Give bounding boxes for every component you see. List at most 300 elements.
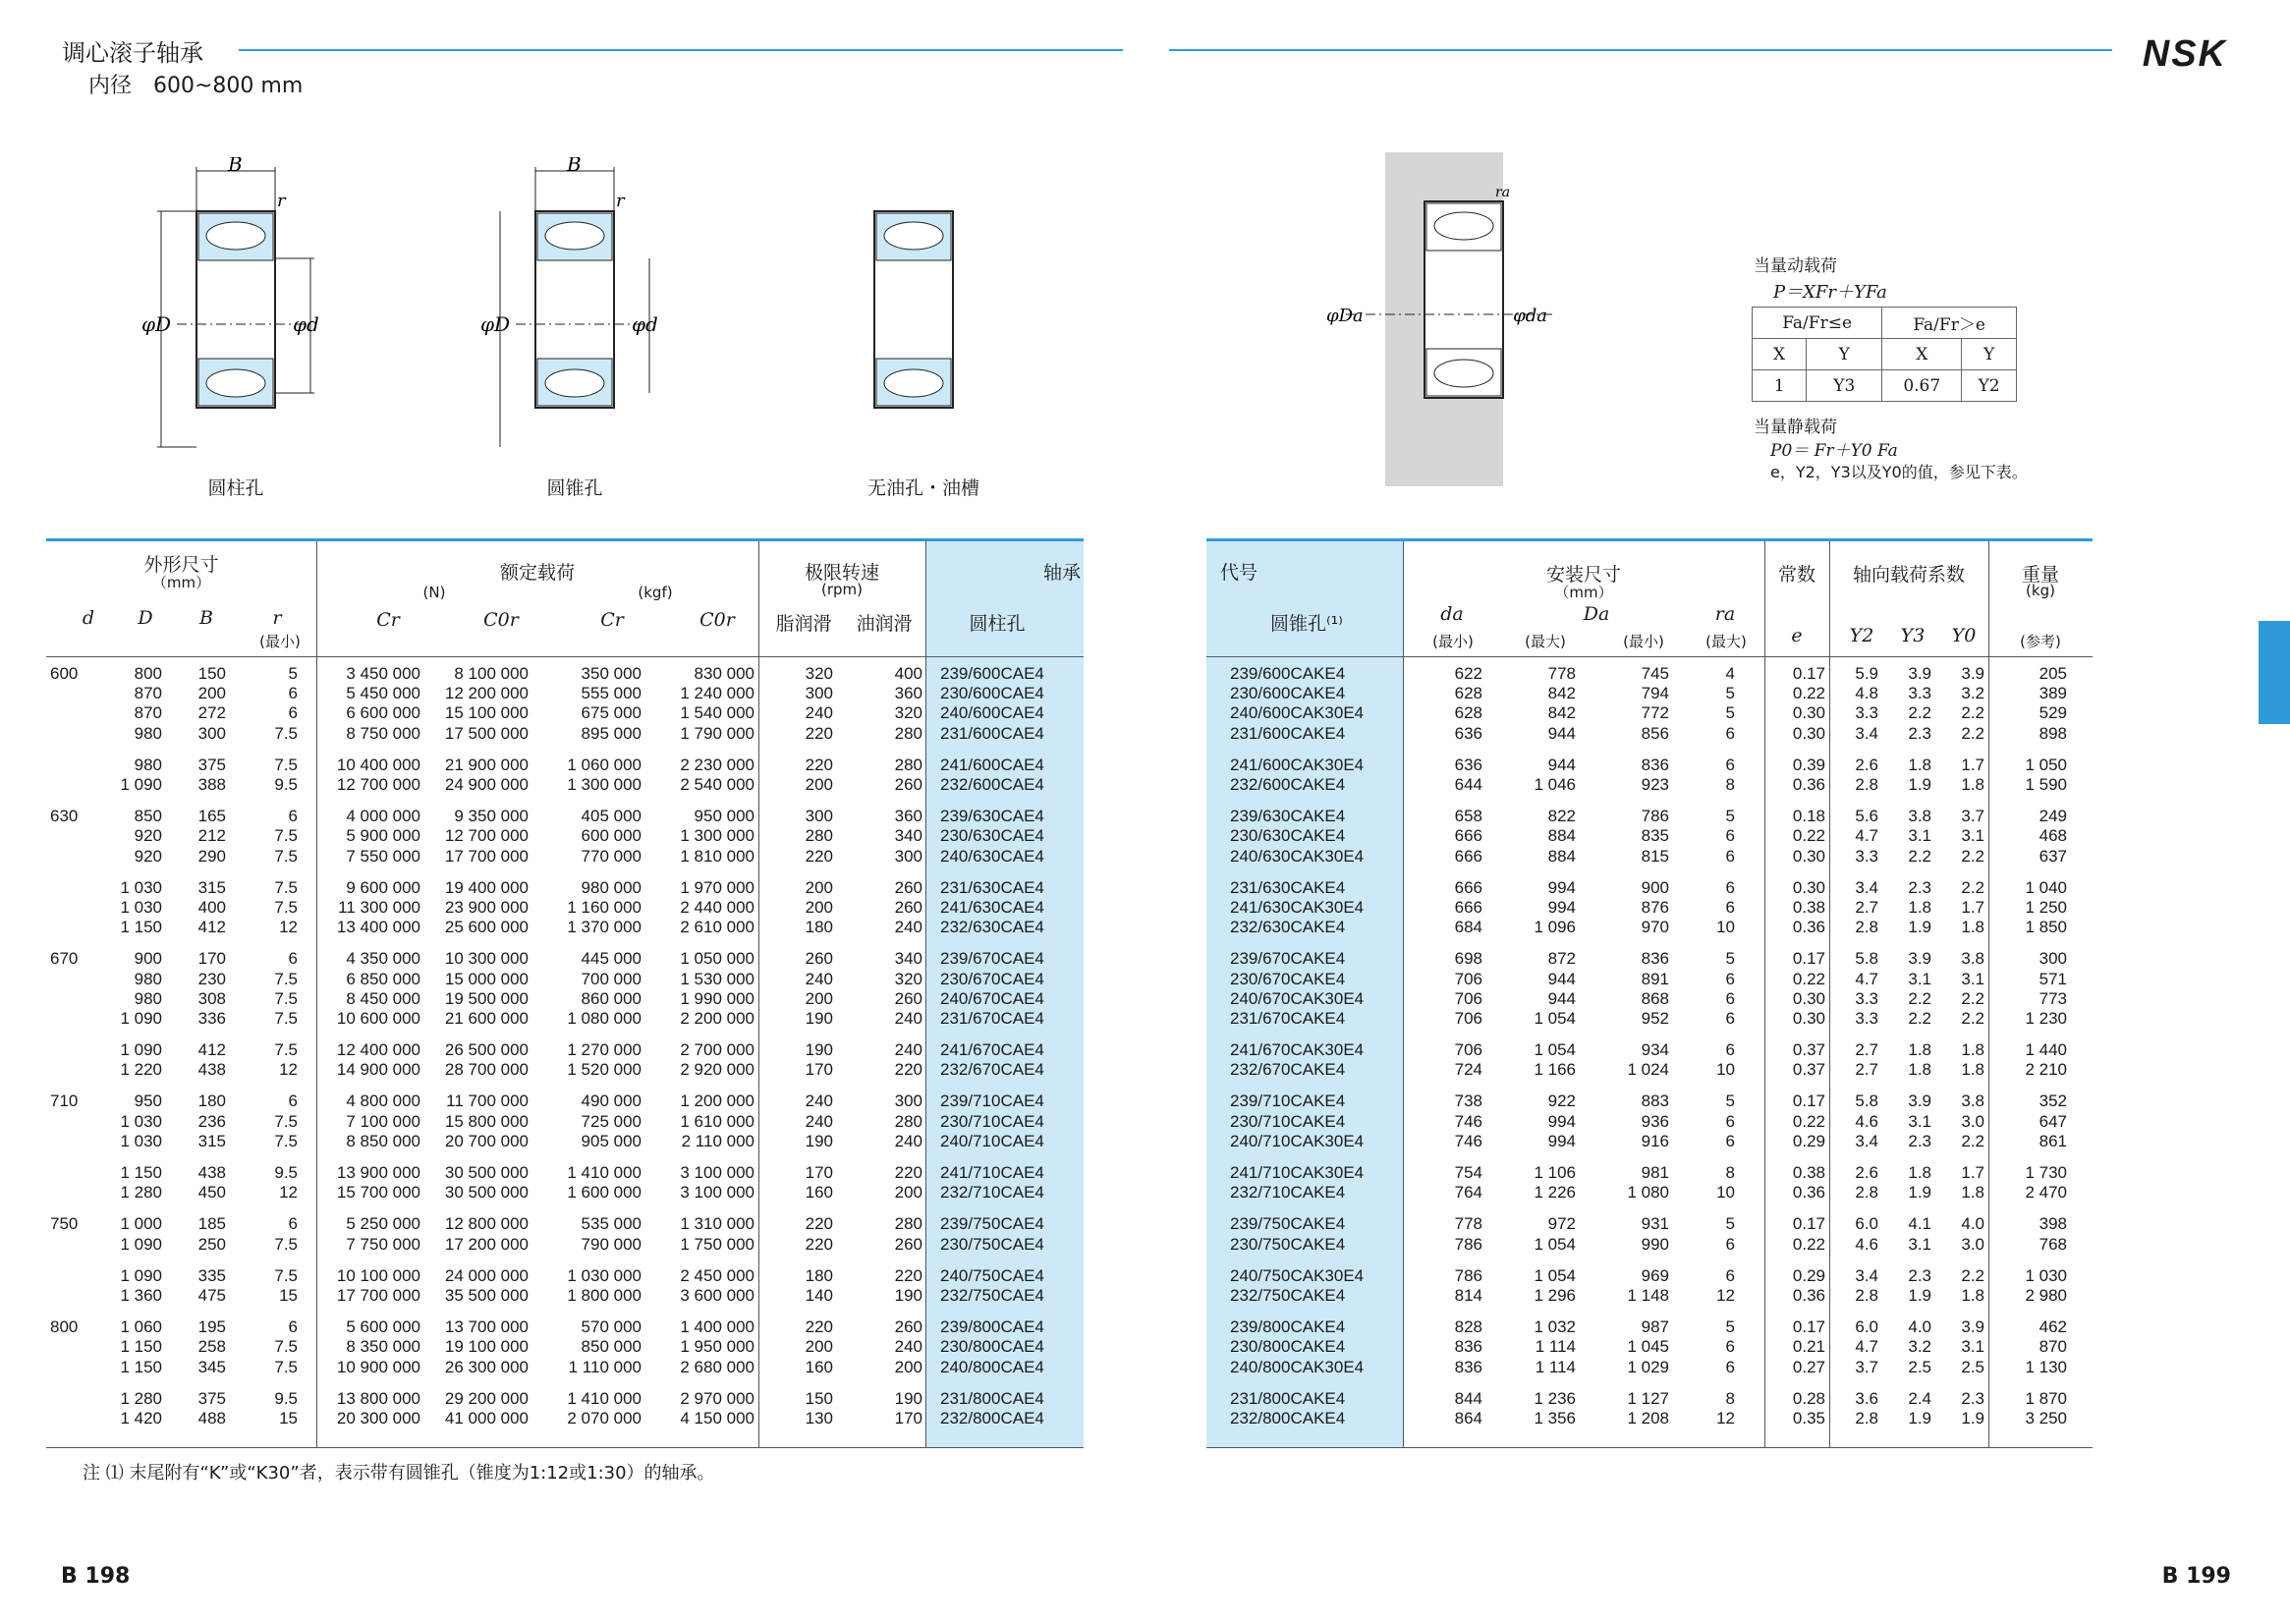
cell-ra-max: 10 bbox=[1716, 1183, 1735, 1203]
cell-Cr-kgf: 555 000 bbox=[581, 684, 642, 703]
cell-ra-max: 6 bbox=[1725, 1131, 1735, 1150]
cell-Y2: 3.4 bbox=[1855, 1265, 1878, 1285]
cell-Da-min: 786 bbox=[1641, 807, 1669, 826]
left-bottom-rule bbox=[46, 1447, 1084, 1448]
cell-grease: 260 bbox=[805, 949, 833, 969]
head-mount-unit: （mm） bbox=[1554, 584, 1613, 601]
cell-C0r-kgf: 2 440 000 bbox=[680, 897, 754, 917]
cell-Y3: 2.5 bbox=[1908, 1357, 1931, 1376]
cell-ra-max: 12 bbox=[1716, 1285, 1735, 1305]
cell-Cr: 20 300 000 bbox=[336, 1408, 420, 1428]
cell-Da-max: 1 226 bbox=[1534, 1183, 1576, 1203]
cell-Y3: 3.1 bbox=[1908, 1234, 1931, 1254]
cell-Y3: 1.8 bbox=[1908, 755, 1931, 774]
cell-Cr: 15 700 000 bbox=[336, 1183, 420, 1203]
v-X1: 1 bbox=[1753, 370, 1807, 402]
cell-ra-max: 5 bbox=[1725, 949, 1735, 969]
cell-Da-min: 772 bbox=[1641, 703, 1669, 723]
cell-D: 1 150 bbox=[120, 1163, 162, 1183]
cell-grease: 220 bbox=[805, 1317, 833, 1337]
cell-bearing-taper: 232/750CAKE4 bbox=[1230, 1285, 1346, 1305]
head-grease: 脂润滑 bbox=[775, 613, 832, 635]
cell-r: 6 bbox=[288, 1317, 298, 1337]
cell-D: 1 360 bbox=[120, 1285, 162, 1305]
cell-oil: 220 bbox=[894, 1163, 922, 1183]
dim-r: r bbox=[277, 191, 286, 211]
cell-C0r: 15 100 000 bbox=[444, 703, 529, 723]
table-row bbox=[1206, 969, 2093, 988]
cell-r: 7.5 bbox=[274, 1265, 298, 1285]
table-row bbox=[1206, 826, 2093, 846]
cell-D: 1 220 bbox=[120, 1060, 162, 1080]
cell-Da-max: 1 032 bbox=[1534, 1317, 1576, 1337]
cell-D: 1 280 bbox=[120, 1388, 162, 1408]
cell-B: 272 bbox=[197, 703, 226, 723]
right-head-rule bbox=[1206, 656, 2093, 657]
cell-weight: 1 440 bbox=[2025, 1040, 2067, 1060]
cell-ra-max: 5 bbox=[1725, 807, 1735, 826]
cell-r: 7.5 bbox=[274, 755, 298, 774]
head-Y0: Y0 bbox=[1951, 625, 1977, 646]
cell-r: 7.5 bbox=[274, 969, 298, 988]
cell-Cr-kgf: 1 520 000 bbox=[567, 1060, 642, 1080]
cell-Cr-kgf: 570 000 bbox=[581, 1317, 642, 1337]
cell-e: 0.38 bbox=[1792, 1163, 1825, 1183]
cell-C0r-kgf: 4 150 000 bbox=[680, 1408, 754, 1428]
cell-grease: 300 bbox=[805, 684, 833, 703]
cell-r: 6 bbox=[288, 807, 298, 826]
cell-Da-min: 1 208 bbox=[1627, 1408, 1669, 1428]
cell-Da-max: 884 bbox=[1547, 826, 1576, 846]
cell-grease: 320 bbox=[805, 664, 833, 684]
cell-e: 0.30 bbox=[1792, 877, 1825, 897]
cell-ra-max: 6 bbox=[1725, 1040, 1735, 1060]
cell-bearing-cyl: 230/630CAE4 bbox=[940, 826, 1044, 846]
cell-ra-max: 6 bbox=[1725, 1234, 1735, 1254]
cell-bearing-cyl: 240/710CAE4 bbox=[940, 1131, 1044, 1150]
cell-D: 1 280 bbox=[120, 1183, 162, 1203]
cell-bearing-cyl: 240/670CAE4 bbox=[940, 988, 1044, 1008]
cell-Da-max: 1 166 bbox=[1534, 1060, 1576, 1080]
cell-weight: 1 250 bbox=[2025, 897, 2067, 917]
cell-ra-max: 12 bbox=[1716, 1408, 1735, 1428]
cell-Da-max: 1 096 bbox=[1534, 918, 1576, 937]
cell-Da-max: 1 046 bbox=[1534, 775, 1576, 795]
cell-da-min: 666 bbox=[1454, 877, 1482, 897]
table-row bbox=[1206, 1357, 2093, 1376]
cell-Y0: 2.2 bbox=[1961, 703, 1984, 723]
cell-grease: 170 bbox=[805, 1163, 833, 1183]
cell-r: 7.5 bbox=[274, 846, 298, 866]
cell-B: 308 bbox=[197, 988, 226, 1008]
cell-weight: 768 bbox=[2039, 1234, 2067, 1254]
dim-D: φD bbox=[141, 312, 172, 336]
cell-Da-min: 1 148 bbox=[1627, 1285, 1669, 1305]
cell-Y2: 2.7 bbox=[1855, 1040, 1878, 1060]
cell-C0r-kgf: 2 700 000 bbox=[680, 1040, 754, 1060]
cell-da-min: 706 bbox=[1454, 969, 1482, 988]
cell-Y2: 6.0 bbox=[1855, 1317, 1878, 1337]
table-row bbox=[46, 1409, 1084, 1428]
dyn-load-title: 当量动载荷 bbox=[1754, 256, 1837, 276]
cell-C0r-kgf: 1 530 000 bbox=[680, 969, 754, 988]
cell-r: 7.5 bbox=[274, 877, 298, 897]
cell-ra-max: 6 bbox=[1725, 897, 1735, 917]
cell-Cr-kgf: 1 160 000 bbox=[567, 897, 642, 917]
cell-D: 920 bbox=[134, 826, 162, 846]
cell-Da-max: 1 054 bbox=[1534, 1008, 1576, 1028]
table-row bbox=[46, 664, 1084, 684]
cell-e: 0.22 bbox=[1792, 684, 1825, 703]
h-Y1: Y bbox=[1807, 339, 1882, 370]
cell-Y3: 2.2 bbox=[1908, 703, 1931, 723]
cell-Y2: 2.6 bbox=[1855, 755, 1878, 774]
cell-oil: 200 bbox=[894, 1183, 922, 1203]
cell-da-min: 628 bbox=[1454, 684, 1482, 703]
cell-Y2: 2.8 bbox=[1855, 918, 1878, 937]
cell-B: 375 bbox=[197, 755, 226, 774]
cell-e: 0.22 bbox=[1792, 969, 1825, 988]
cell-bearing-taper: 230/630CAKE4 bbox=[1230, 826, 1346, 846]
cell-da-min: 764 bbox=[1454, 1183, 1482, 1203]
cell-weight: 2 980 bbox=[2025, 1285, 2067, 1305]
cell-D: 1 090 bbox=[120, 1040, 162, 1060]
cell-Cr: 10 100 000 bbox=[336, 1265, 420, 1285]
cell-Cr: 13 900 000 bbox=[336, 1163, 420, 1183]
head-C0r: C0r bbox=[483, 609, 519, 631]
cell-Da-max: 944 bbox=[1547, 755, 1576, 774]
table-row bbox=[1206, 1060, 2093, 1080]
cell-da-min: 786 bbox=[1454, 1234, 1482, 1254]
cell-Y2: 4.7 bbox=[1855, 969, 1878, 988]
table-row bbox=[1206, 1009, 2093, 1029]
cell-bearing-taper: 239/600CAKE4 bbox=[1230, 664, 1346, 684]
cell-Y3: 1.8 bbox=[1908, 1163, 1931, 1183]
cell-bearing-taper: 241/630CAK30E4 bbox=[1230, 897, 1365, 917]
cell-bearing-cyl: 239/710CAE4 bbox=[940, 1092, 1044, 1111]
cell-D: 1 030 bbox=[120, 877, 162, 897]
table-row bbox=[1206, 724, 2093, 744]
cell-Cr-kgf: 1 110 000 bbox=[568, 1357, 642, 1376]
table-row bbox=[1206, 1317, 2093, 1337]
cell-r: 7.5 bbox=[274, 988, 298, 1008]
cell-C0r-kgf: 1 200 000 bbox=[680, 1092, 754, 1111]
head-Y3: Y3 bbox=[1900, 625, 1926, 646]
cell-Da-min: 836 bbox=[1641, 949, 1669, 969]
dim-B: B bbox=[228, 157, 243, 176]
cell-grease: 240 bbox=[805, 969, 833, 988]
cell-ra-max: 8 bbox=[1725, 775, 1735, 795]
cell-C0r: 17 200 000 bbox=[444, 1234, 529, 1254]
cell-Y3: 1.9 bbox=[1908, 775, 1931, 795]
cell-C0r: 41 000 000 bbox=[444, 1408, 529, 1428]
cell-Cr-kgf: 700 000 bbox=[581, 969, 642, 988]
cell-ra-max: 6 bbox=[1725, 877, 1735, 897]
cell-e: 0.37 bbox=[1792, 1060, 1825, 1080]
bore-d: 710 bbox=[50, 1092, 79, 1111]
cell-da-min: 666 bbox=[1454, 897, 1482, 917]
cell-weight: 1 870 bbox=[2025, 1388, 2067, 1408]
cell-Cr-kgf: 1 270 000 bbox=[567, 1040, 642, 1060]
cell-C0r-kgf: 1 400 000 bbox=[680, 1317, 754, 1337]
cell-e: 0.37 bbox=[1792, 1040, 1825, 1060]
cell-Y0: 2.3 bbox=[1961, 1388, 1984, 1408]
cell-Y0: 2.2 bbox=[1961, 723, 1984, 743]
head-B: B bbox=[199, 607, 213, 629]
cell-grease: 280 bbox=[805, 826, 833, 846]
figure-no-oil-hole bbox=[845, 196, 1002, 432]
cell-D: 1 150 bbox=[120, 1357, 162, 1376]
cell-bearing-taper: 230/600CAKE4 bbox=[1230, 684, 1346, 703]
cell-Cr-kgf: 905 000 bbox=[581, 1131, 642, 1150]
head-speed: 极限转速 bbox=[804, 562, 879, 584]
cell-weight: 1 030 bbox=[2025, 1265, 2067, 1285]
cell-weight: 1 050 bbox=[2025, 755, 2067, 774]
cell-B: 236 bbox=[197, 1111, 226, 1131]
head-const: 常数 bbox=[1777, 564, 1815, 586]
cell-Y0: 3.9 bbox=[1961, 664, 1984, 684]
header-rule-left bbox=[239, 49, 1123, 51]
cell-Da-min: 936 bbox=[1641, 1111, 1669, 1131]
cell-bearing-cyl: 241/670CAE4 bbox=[940, 1040, 1044, 1060]
cell-Da-min: 952 bbox=[1641, 1008, 1669, 1028]
cell-bearing-taper: 240/800CAK30E4 bbox=[1230, 1357, 1365, 1376]
cell-C0r-kgf: 2 610 000 bbox=[680, 918, 754, 937]
dim-d-taper: φd bbox=[632, 312, 658, 336]
cell-Cr: 17 700 000 bbox=[336, 1285, 420, 1305]
cell-Cr: 13 400 000 bbox=[336, 918, 420, 937]
head-weight-unit: (kg) bbox=[2026, 582, 2055, 599]
cell-B: 212 bbox=[197, 826, 226, 846]
cell-Cr: 10 400 000 bbox=[336, 755, 420, 774]
cell-Y2: 2.8 bbox=[1855, 775, 1878, 795]
bore-d bbox=[46, 1040, 107, 1060]
cell-oil: 280 bbox=[894, 1214, 922, 1234]
dim-da: φda bbox=[1513, 306, 1547, 326]
cell-weight: 352 bbox=[2039, 1092, 2067, 1111]
cell-C0r-kgf: 2 230 000 bbox=[680, 755, 754, 774]
cell-Da-min: 934 bbox=[1641, 1040, 1669, 1060]
cell-Cr: 7 550 000 bbox=[346, 846, 420, 866]
factor-note: e，Y2，Y3以及Y0的值，参见下表。 bbox=[1770, 463, 2028, 481]
h-X1: X bbox=[1753, 339, 1807, 370]
cell-Y3: 1.9 bbox=[1908, 1408, 1931, 1428]
cell-oil: 220 bbox=[894, 1060, 922, 1080]
cell-Y3: 1.9 bbox=[1908, 1183, 1931, 1203]
cell-D: 1 150 bbox=[120, 918, 162, 937]
bore-d bbox=[46, 878, 107, 898]
cell-r: 7.5 bbox=[274, 826, 298, 846]
head-Da-max: (最大) bbox=[1525, 633, 1566, 650]
cell-C0r-kgf: 2 680 000 bbox=[680, 1357, 754, 1376]
cell-Y2: 6.0 bbox=[1855, 1214, 1878, 1234]
cell-e: 0.36 bbox=[1792, 1183, 1825, 1203]
cell-C0r-kgf: 2 920 000 bbox=[680, 1060, 754, 1080]
cell-Y2: 3.4 bbox=[1855, 723, 1878, 743]
cell-grease: 200 bbox=[805, 775, 833, 795]
table-row bbox=[46, 918, 1084, 937]
head-Da: Da bbox=[1583, 603, 1610, 625]
cell-ra-max: 5 bbox=[1725, 1317, 1735, 1337]
cell-da-min: 622 bbox=[1454, 664, 1482, 684]
cell-r: 7.5 bbox=[274, 1337, 298, 1357]
table-row bbox=[46, 826, 1084, 846]
bore-d bbox=[46, 756, 107, 775]
cell-bearing-taper: 240/710CAK30E4 bbox=[1230, 1131, 1365, 1150]
table-row bbox=[1206, 1183, 2093, 1203]
head-da: da bbox=[1440, 603, 1464, 625]
cell-Cr: 6 600 000 bbox=[346, 703, 420, 723]
right-data-table bbox=[1206, 664, 2093, 1428]
table-row bbox=[46, 703, 1084, 723]
cell-Cr-kgf: 1 370 000 bbox=[567, 918, 642, 937]
head-mount: 安装尺寸 bbox=[1545, 564, 1621, 586]
cell-grease: 180 bbox=[805, 918, 833, 937]
cell-B: 165 bbox=[197, 807, 226, 826]
cell-C0r-kgf: 1 990 000 bbox=[680, 988, 754, 1008]
cell-Da-max: 994 bbox=[1547, 1111, 1576, 1131]
cell-C0r-kgf: 2 110 000 bbox=[681, 1131, 754, 1150]
cell-Da-max: 922 bbox=[1547, 1092, 1576, 1111]
cell-weight: 870 bbox=[2039, 1337, 2067, 1357]
cell-D: 950 bbox=[134, 1092, 162, 1111]
cell-B: 300 bbox=[197, 723, 226, 743]
cell-Da-max: 1 054 bbox=[1534, 1265, 1576, 1285]
cell-weight: 1 590 bbox=[2025, 775, 2067, 795]
head-da-min: (最小) bbox=[1432, 633, 1474, 650]
head-ra: ra bbox=[1714, 603, 1736, 625]
table-row bbox=[46, 1092, 1084, 1111]
cell-ra-max: 5 bbox=[1725, 703, 1735, 723]
cell-oil: 320 bbox=[894, 703, 922, 723]
cell-ra-max: 5 bbox=[1725, 1092, 1735, 1111]
cell-Cr-kgf: 350 000 bbox=[581, 664, 642, 684]
cell-Cr-kgf: 1 030 000 bbox=[567, 1265, 642, 1285]
cell-bearing-taper: 232/710CAKE4 bbox=[1230, 1183, 1346, 1203]
cell-grease: 160 bbox=[805, 1183, 833, 1203]
cell-weight: 462 bbox=[2039, 1317, 2067, 1337]
cell-weight: 468 bbox=[2039, 826, 2067, 846]
cell-D: 1 030 bbox=[120, 1111, 162, 1131]
cell-da-min: 746 bbox=[1454, 1131, 1482, 1150]
cell-bearing-cyl: 232/800CAE4 bbox=[940, 1408, 1044, 1428]
cell-oil: 240 bbox=[894, 1040, 922, 1060]
head-ra-max: (最大) bbox=[1705, 633, 1747, 650]
cell-ra-max: 6 bbox=[1725, 1008, 1735, 1028]
cell-grease: 220 bbox=[805, 723, 833, 743]
cell-bearing-cyl: 231/800CAE4 bbox=[940, 1388, 1044, 1408]
cell-da-min: 754 bbox=[1454, 1163, 1482, 1183]
cell-C0r-kgf: 830 000 bbox=[694, 664, 754, 684]
cell-grease: 240 bbox=[805, 1092, 833, 1111]
cell-grease: 140 bbox=[805, 1285, 833, 1305]
bore-d bbox=[46, 1389, 107, 1409]
cell-C0r-kgf: 2 200 000 bbox=[680, 1008, 754, 1028]
cell-B: 250 bbox=[197, 1234, 226, 1254]
cell-B: 400 bbox=[197, 897, 226, 917]
cell-da-min: 636 bbox=[1454, 723, 1482, 743]
cell-Da-min: 969 bbox=[1641, 1265, 1669, 1285]
cell-Y0: 1.7 bbox=[1961, 755, 1984, 774]
cell-ra-max: 6 bbox=[1725, 755, 1735, 774]
cell-Cr-kgf: 1 080 000 bbox=[567, 1008, 642, 1028]
cell-Cr: 9 600 000 bbox=[346, 877, 420, 897]
cell-weight: 1 730 bbox=[2025, 1163, 2067, 1183]
cell-Y0: 1.8 bbox=[1961, 1285, 1984, 1305]
head-ref: (参考) bbox=[2020, 633, 2061, 650]
table-row bbox=[46, 949, 1084, 969]
cell-bearing-cyl: 232/750CAE4 bbox=[940, 1285, 1044, 1305]
table-row bbox=[1206, 1286, 2093, 1306]
bore-d: 750 bbox=[50, 1214, 79, 1234]
cell-e: 0.29 bbox=[1792, 1265, 1825, 1285]
cell-oil: 360 bbox=[894, 807, 922, 826]
cell-B: 375 bbox=[197, 1388, 226, 1408]
cell-bearing-taper: 230/710CAKE4 bbox=[1230, 1111, 1346, 1131]
cell-grease: 200 bbox=[805, 877, 833, 897]
cell-Cr: 10 600 000 bbox=[336, 1008, 420, 1028]
cell-Y2: 4.7 bbox=[1855, 826, 1878, 846]
cell-D: 1 090 bbox=[120, 1234, 162, 1254]
cell-Cr: 3 450 000 bbox=[346, 664, 420, 684]
cell-Y0: 3.0 bbox=[1961, 1111, 1984, 1131]
cell-bearing-taper: 239/670CAKE4 bbox=[1230, 949, 1346, 969]
cell-bearing-taper: 240/630CAK30E4 bbox=[1230, 846, 1365, 866]
cell-bearing-taper: 231/670CAKE4 bbox=[1230, 1008, 1346, 1028]
cell-ra-max: 6 bbox=[1725, 969, 1735, 988]
cell-e: 0.22 bbox=[1792, 826, 1825, 846]
cell-e: 0.36 bbox=[1792, 1285, 1825, 1305]
cell-grease: 220 bbox=[805, 1234, 833, 1254]
cell-bearing-taper: 230/800CAKE4 bbox=[1230, 1337, 1346, 1357]
cell-Da-max: 944 bbox=[1547, 988, 1576, 1008]
cell-e: 0.29 bbox=[1792, 1131, 1825, 1150]
cell-Cr-kgf: 490 000 bbox=[581, 1092, 642, 1111]
cell-Y0: 3.1 bbox=[1961, 969, 1984, 988]
cell-weight: 249 bbox=[2039, 807, 2067, 826]
cell-Da-max: 872 bbox=[1547, 949, 1576, 969]
head-outer-unit: （mm） bbox=[151, 574, 211, 591]
cell-D: 920 bbox=[134, 846, 162, 866]
cell-oil: 170 bbox=[894, 1408, 922, 1428]
cell-e: 0.30 bbox=[1792, 1008, 1825, 1028]
cell-e: 0.36 bbox=[1792, 918, 1825, 937]
cell-Y0: 3.8 bbox=[1961, 949, 1984, 969]
cell-e: 0.18 bbox=[1792, 807, 1825, 826]
cell-oil: 360 bbox=[894, 684, 922, 703]
cell-e: 0.27 bbox=[1792, 1357, 1825, 1376]
table-row bbox=[46, 1183, 1084, 1203]
cell-grease: 190 bbox=[805, 1040, 833, 1060]
cell-Da-max: 1 296 bbox=[1534, 1285, 1576, 1305]
cell-da-min: 628 bbox=[1454, 703, 1482, 723]
cell-da-min: 864 bbox=[1454, 1408, 1482, 1428]
cell-B: 150 bbox=[197, 664, 226, 684]
cell-da-min: 684 bbox=[1454, 918, 1482, 937]
static-load-title: 当量静载荷 bbox=[1754, 418, 1837, 437]
cell-Cr: 6 850 000 bbox=[346, 969, 420, 988]
cell-B: 185 bbox=[197, 1214, 226, 1234]
left-head-rule bbox=[46, 656, 1084, 657]
cell-oil: 280 bbox=[894, 755, 922, 774]
cell-grease: 220 bbox=[805, 846, 833, 866]
table-row bbox=[1206, 1040, 2093, 1060]
cell-B: 230 bbox=[197, 969, 226, 988]
cell-Y3: 2.3 bbox=[1908, 1265, 1931, 1285]
cell-bearing-cyl: 241/710CAE4 bbox=[940, 1163, 1044, 1183]
cell-ra-max: 5 bbox=[1725, 684, 1735, 703]
bore-d bbox=[46, 1266, 107, 1286]
